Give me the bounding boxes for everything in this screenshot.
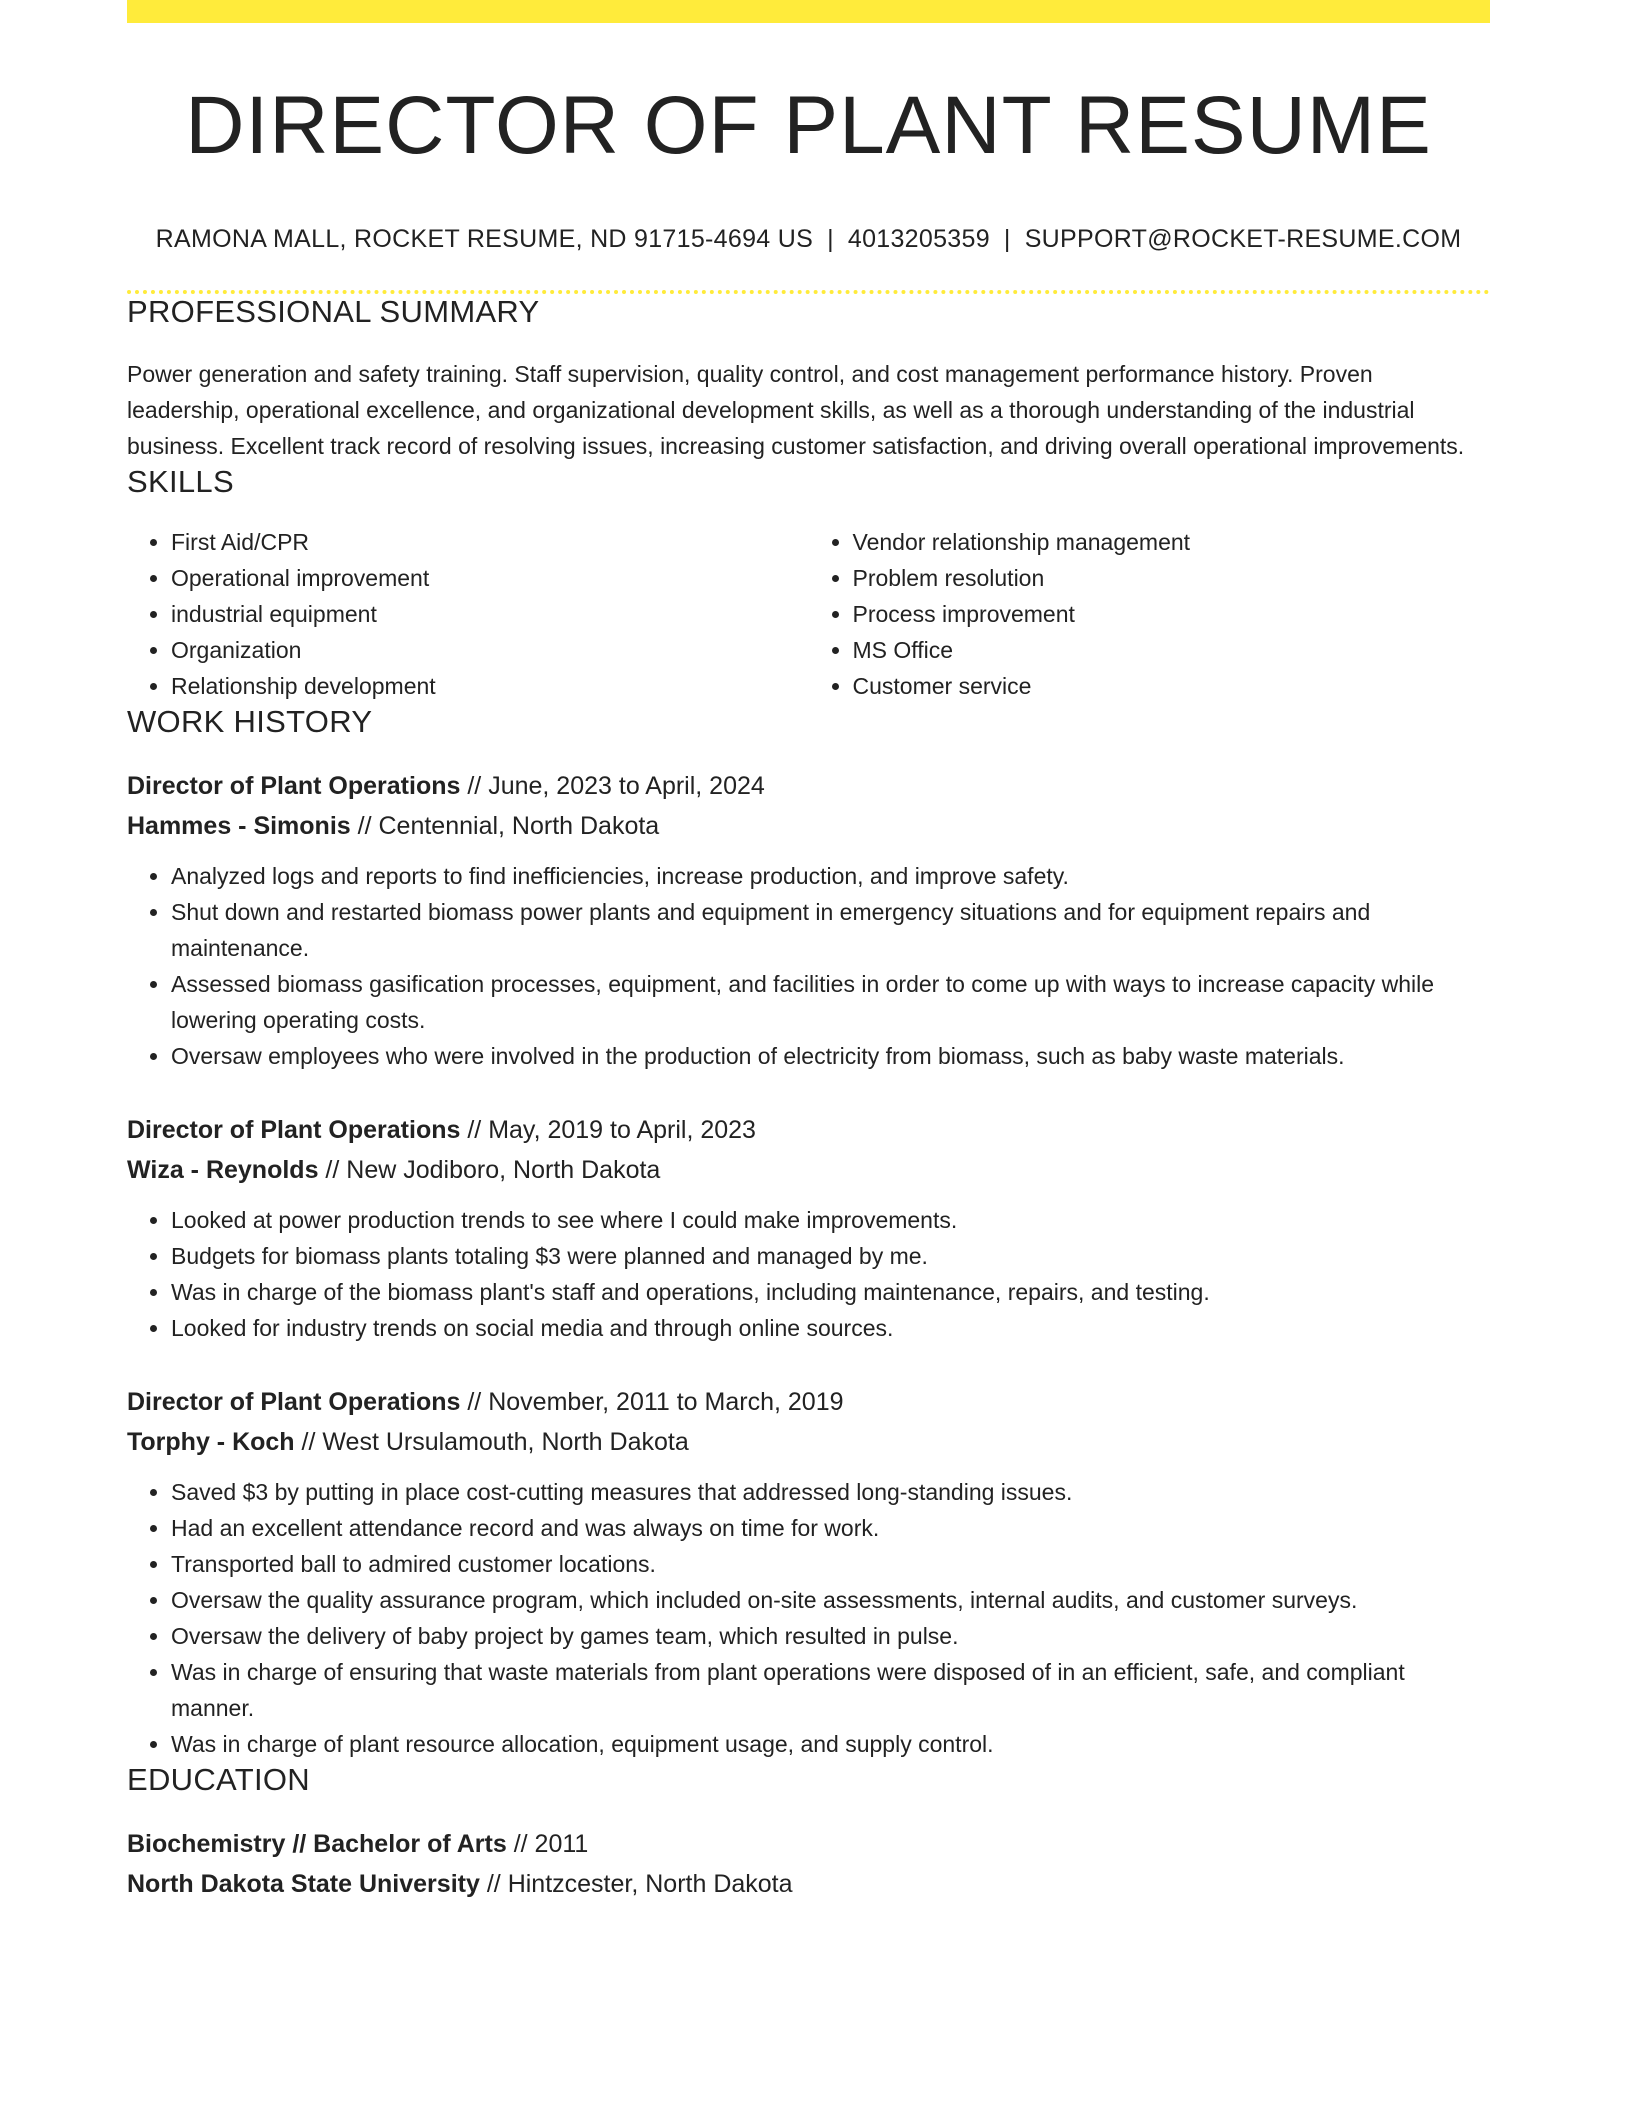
job-company: Torphy - Koch <box>127 1428 295 1457</box>
job-entry <box>127 1382 1490 1762</box>
education-entry <box>127 1824 1490 1904</box>
separator: // <box>357 812 372 841</box>
job-company: Wiza - Reynolds <box>127 1156 319 1185</box>
job-bullet: • Oversaw the quality assurance program, which included on-site assessments, internal audits, and customer surveys. <box>171 1582 1490 1618</box>
skills-column-right <box>809 524 1491 704</box>
education-degree: Biochemistry // Bachelor of Arts <box>127 1830 507 1859</box>
skill-item: • Relationship development <box>171 668 809 704</box>
job-entry <box>127 766 1490 1074</box>
skill-item: • Customer service <box>853 668 1491 704</box>
skills-heading: SKILLS <box>127 464 234 500</box>
resume-title: DIRECTOR OF PLANT RESUME <box>185 80 1432 171</box>
separator: // <box>301 1428 316 1457</box>
job-title-line <box>127 1110 1490 1150</box>
job-bullet: • Shut down and restarted biomass power plants and equipment in emergency situations and for equipment repairs and maintenance. <box>171 894 1490 966</box>
job-company-line <box>127 1422 1490 1462</box>
job-bullet: • Transported ball to admired customer locations. <box>171 1546 1490 1582</box>
summary-heading: PROFESSIONAL SUMMARY <box>127 294 540 330</box>
skill-item: • Organization <box>171 632 809 668</box>
skill-item: • MS Office <box>853 632 1491 668</box>
job-bullet: • Had an excellent attendance record and was always on time for work. <box>171 1510 1490 1546</box>
skill-item: • Vendor relationship management <box>853 524 1491 560</box>
job-title-line <box>127 1382 1490 1422</box>
job-location: New Jodiboro, North Dakota <box>346 1156 661 1185</box>
job-bullet: • Looked for industry trends on social media and through online sources. <box>171 1310 1490 1346</box>
contact-line <box>127 225 1490 254</box>
job-company-line <box>127 806 1490 846</box>
skills-column-left <box>127 524 809 704</box>
separator: // <box>467 1116 482 1145</box>
job-title: Director of Plant Operations <box>127 1388 461 1417</box>
contact-separator: | <box>827 225 834 254</box>
job-bullet: • Was in charge of ensuring that waste materials from plant operations were disposed of in an efficient, safe, and compliant manner. <box>171 1654 1490 1726</box>
skill-item: • Process improvement <box>853 596 1491 632</box>
skill-item: • Operational improvement <box>171 560 809 596</box>
skill-item: • industrial equipment <box>171 596 809 632</box>
contact-email: SUPPORT@ROCKET-RESUME.COM <box>1024 225 1462 254</box>
job-bullets <box>127 1474 1490 1762</box>
separator: // <box>467 1388 482 1417</box>
education-school-line <box>127 1864 1490 1904</box>
job-title-line <box>127 766 1490 806</box>
contact-separator: | <box>1003 225 1011 254</box>
resume-page <box>127 0 1490 1904</box>
education-location: Hintzcester, North Dakota <box>507 1870 793 1899</box>
job-location: West Ursulamouth, North Dakota <box>322 1428 689 1457</box>
work-history-heading: WORK HISTORY <box>127 704 373 740</box>
job-bullets <box>127 858 1490 1074</box>
separator: // <box>325 1156 340 1185</box>
job-location: Centennial, North Dakota <box>378 812 660 841</box>
job-bullet: • Was in charge of the biomass plant's staff and operations, including maintenance, repairs, and testing. <box>171 1274 1490 1310</box>
education-degree-line <box>127 1824 1490 1864</box>
job-bullet: • Assessed biomass gasification processes, equipment, and facilities in order to come up with ways to increase capacity while lowering operating costs. <box>171 966 1490 1038</box>
job-title: Director of Plant Operations <box>127 772 461 801</box>
education-school: North Dakota State University <box>127 1870 480 1899</box>
skills-list <box>127 524 1490 704</box>
job-company: Hammes - Simonis <box>127 812 351 841</box>
skill-item: • Problem resolution <box>853 560 1491 596</box>
separator: // <box>513 1830 528 1859</box>
summary-text: Power generation and safety training. Staff supervision, quality control, and cost management performance history. Proven leadership, operational excellence, and organizational development skills, as well as a thorough understanding of the industrial business. Excellent track record of resolving issues, increasing customer satisfaction, and driving overall operational improvements. <box>127 361 1465 460</box>
contact-phone: 4013205359 <box>847 225 990 254</box>
job-bullet: • Budgets for biomass plants totaling $3 were planned and managed by me. <box>171 1238 1490 1274</box>
job-dates: November, 2011 to March, 2019 <box>488 1388 844 1417</box>
job-dates: June, 2023 to April, 2024 <box>488 772 765 801</box>
separator: // <box>486 1870 501 1899</box>
job-entry <box>127 1110 1490 1346</box>
job-title: Director of Plant Operations <box>127 1116 461 1145</box>
job-bullet: • Looked at power production trends to see where I could make improvements. <box>171 1202 1490 1238</box>
job-bullet: • Oversaw the delivery of baby project by games team, which resulted in pulse. <box>171 1618 1490 1654</box>
job-bullet: • Oversaw employees who were involved in the production of electricity from biomass, such as baby waste materials. <box>171 1038 1490 1074</box>
job-bullet: • Saved $3 by putting in place cost-cutting measures that addressed long-standing issues. <box>171 1474 1490 1510</box>
education-year: 2011 <box>534 1830 589 1859</box>
education-heading: EDUCATION <box>127 1762 310 1798</box>
job-bullet: • Was in charge of plant resource allocation, equipment usage, and supply control. <box>171 1726 1490 1762</box>
job-dates: May, 2019 to April, 2023 <box>488 1116 756 1145</box>
contact-address: RAMONA MALL, ROCKET RESUME, ND 91715-4694 US <box>155 225 814 254</box>
job-bullets <box>127 1202 1490 1346</box>
skill-item: • First Aid/CPR <box>171 524 809 560</box>
separator: // <box>467 772 482 801</box>
job-company-line <box>127 1150 1490 1190</box>
accent-top-bar <box>127 0 1490 23</box>
job-bullet: • Analyzed logs and reports to find inefficiencies, increase production, and improve safety. <box>171 858 1490 894</box>
